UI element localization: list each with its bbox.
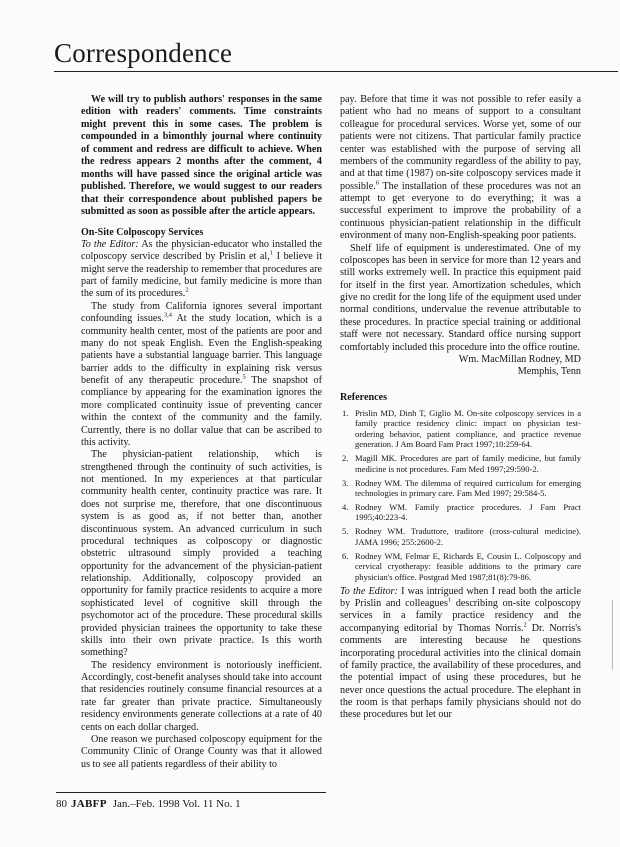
text-run: As the physician-educator who installed the colposcopy service described by Prislin et al, bbox=[81, 238, 322, 263]
citation-mark: 6 bbox=[375, 179, 379, 187]
text-run: The installation of these procedures was not an attempt to get everyone to do everything; it was a successful experiment to improve the probability of a continuous physician-patient relationship in the difficult environment of many non-English-speaking poor patients. bbox=[340, 180, 581, 242]
letter2-salutation: To the Editor: bbox=[340, 585, 398, 597]
editorial-note: We will try to publish authors' responses in the same edition with readers' comments. Time constraints might prevent this in some cases. The problem is compounded in a bimonthly journal where continuity of comment and redress are difficult to achieve. When the redress appears 2 months after the comment, 4 months will have passed since the original article was published. Therefore, we would suggest to our readers that their correspondence about published papers be submitted as soon as possible after the article appears. bbox=[81, 94, 322, 218]
text-run: The study from California ignores several important confounding issues. bbox=[81, 300, 322, 325]
citation-mark: 3,4 bbox=[163, 311, 173, 319]
right-column bbox=[340, 94, 581, 722]
reference-number: 4. bbox=[342, 502, 349, 513]
citation-mark: 5 bbox=[242, 373, 246, 381]
reference-item bbox=[340, 478, 581, 499]
scan-edge-mark bbox=[612, 600, 613, 670]
signature-place: Memphis, Tenn bbox=[517, 366, 581, 378]
letter1-paragraph-6: Shelf life of equipment is underestimated. One of my colposcopes has been in service for more than 12 years and still works extremely well. In practice this equipment paid for itself in the first year. Amortization schedules, which give no credit for the long life of the equipment used under normal conditions, undervalue the revenue attributable to these procedures. In practice special training or additional staff were not necessary. Standard office nursing support comfortably included this procedure into the office routine. bbox=[340, 242, 581, 353]
letter1-paragraph-3: The physician-patient relationship, which is strengthened through the continuity of such activities, is not mentioned. In my experiences at that particular community health center, continuity practice was rare. It does not surprise me, therefore, that one discontinuous system is as good as, if not better than, another discontinuous system. An advanced curriculum in such procedural techniques as colposcopy or diagnostic obstetric ultrasound simply provided a teaching opportunity for the advancement of the physician-patient relationship. Additionally, colposcopy provided an opportunity for family practice residents to acquire a more sophisticated level of cognitive skill through the psychomotor act of the procedure. These procedural skills provided physician trainees the opportunity to take these skills into their own private practice. Is this worth something? bbox=[81, 449, 322, 659]
reference-number: 2. bbox=[342, 453, 349, 464]
references-heading: References bbox=[340, 391, 388, 403]
letter1-paragraph-1 bbox=[81, 239, 322, 301]
journal-abbreviation: JABFP bbox=[71, 798, 107, 810]
issue-info: Jan.–Feb. 1998 Vol. 11 No. 1 bbox=[112, 798, 241, 810]
letter1-paragraph-5: One reason we purchased colposcopy equipment for the Community Clinic of Orange County was that it allowed us to see all patients regardless of their ability to bbox=[81, 733, 322, 770]
signature-name: Wm. MacMillan Rodney, MD bbox=[458, 353, 581, 365]
reference-item bbox=[340, 502, 581, 523]
reference-text: Magill MK. Procedures are part of family medicine, but family medicine is not procedures. Fam Med 1997;29:590-2. bbox=[355, 453, 581, 474]
references-list bbox=[340, 408, 581, 582]
reference-text: Prislin MD, Dinh T, Giglio M. On-site colposcopy services in a family practice residency clinic: impact on physician test-ordering behavior, patient compliance, and practice revenue generation. J Am Board Fam Pract 1997;10:259-64. bbox=[355, 408, 581, 450]
page-number: 80 bbox=[56, 798, 67, 810]
section-header: Correspondence bbox=[54, 38, 233, 68]
text-run: At the study location, which is a community health center, most of the patients are poor and many do not speak English. Even the English-speaking patients have a substantial language barrier. This language barrier adds to the difficulty in explaining risk versus benefit of any therapeutic procedure. bbox=[81, 313, 323, 387]
letter2-paragraph-1 bbox=[340, 586, 581, 722]
left-column bbox=[81, 94, 322, 771]
reference-number: 1. bbox=[342, 408, 349, 418]
reference-text: Rodney WM, Felmar E, Richards E, Cousin L. Colposcopy and cervical cryotherapy: feasible additions to the primary care physician's office. Postgrad Med 1987;81(8):79-86. bbox=[355, 550, 581, 582]
text-run: The snapshot of compliance by appearing for the examination ignores the more complicated continuity issue of preventing cancer within the context of the community and the family. Currently, there is no dollar value that can be ascribed to this activity. bbox=[81, 375, 322, 448]
letter1-paragraph-5-continued bbox=[340, 94, 581, 243]
citation-mark: 1 bbox=[269, 249, 274, 257]
text-run: pay. Before that time it was not possible to refer easily a patient who had no means of support to a consultant colleague for procedural services. Worse yet, some of our patients were not citizens. That particular family practice center was established with the purpose of serving all members of the community regardless of the ability to pay, and at that time (1987) on-site colposcopy services made it possible. bbox=[340, 94, 581, 192]
header-rule bbox=[54, 71, 618, 72]
reference-item bbox=[340, 453, 581, 474]
text-run: I was intrigued when I read both the article by Prislin and colleagues bbox=[340, 585, 581, 610]
page-footer bbox=[56, 798, 241, 810]
reference-item bbox=[340, 526, 581, 547]
letter1-salutation: To the Editor: bbox=[81, 238, 139, 250]
citation-mark: 2 bbox=[523, 621, 527, 629]
reference-item bbox=[340, 408, 581, 450]
letter1-paragraph-4: The residency environment is notoriously inefficient. Accordingly, cost-benefit analyses should take into account that residencies routinely consume financial resources at a rate far greater than private practice. Simultaneously residency environments generate collections at a rate of 40 cents on each dollar charged. bbox=[81, 659, 322, 733]
reference-text: Rodney WM. Family practice procedures. J Fam Pract 1995;40:223-4. bbox=[355, 502, 581, 523]
reference-text: Rodney WM. Traduttore, traditore (cross-cultural medicine). JAMA 1996; 255:2600-2. bbox=[355, 526, 581, 547]
letter1-paragraph-2 bbox=[81, 301, 322, 450]
reference-item bbox=[340, 551, 581, 582]
reference-number: 3. bbox=[342, 477, 349, 488]
text-run: I believe it might serve the readership to remember that procedures are part of family medicine, but family medicine is more than the sum of its procedures. bbox=[81, 251, 323, 300]
reference-number: 5. bbox=[342, 526, 349, 537]
citation-mark: 1 bbox=[447, 596, 452, 604]
citation-mark: 2 bbox=[185, 287, 189, 295]
text-run: Dr. Norris's comments are interesting because he questions incorporating procedural activities into the clinical domain of family practice, the availability of these procedures, and the potential impact of using these procedures, but he never once questions the actual procedure. The elephant in the room is that perhaps family physicians should not do these procedures but let our bbox=[340, 622, 581, 721]
text-run: describing on-site colposcopy services in a family practice residency and the accompanying editorial by Thomas Norris. bbox=[340, 598, 581, 634]
footer-rule bbox=[56, 792, 326, 793]
letter-title: On-Site Colposcopy Services bbox=[81, 226, 204, 238]
reference-text: Rodney WM. The dilemma of required curriculum for emerging technologies in primary care. Fam Med 1997; 29:584-5. bbox=[355, 477, 581, 499]
reference-number: 6. bbox=[342, 550, 349, 561]
